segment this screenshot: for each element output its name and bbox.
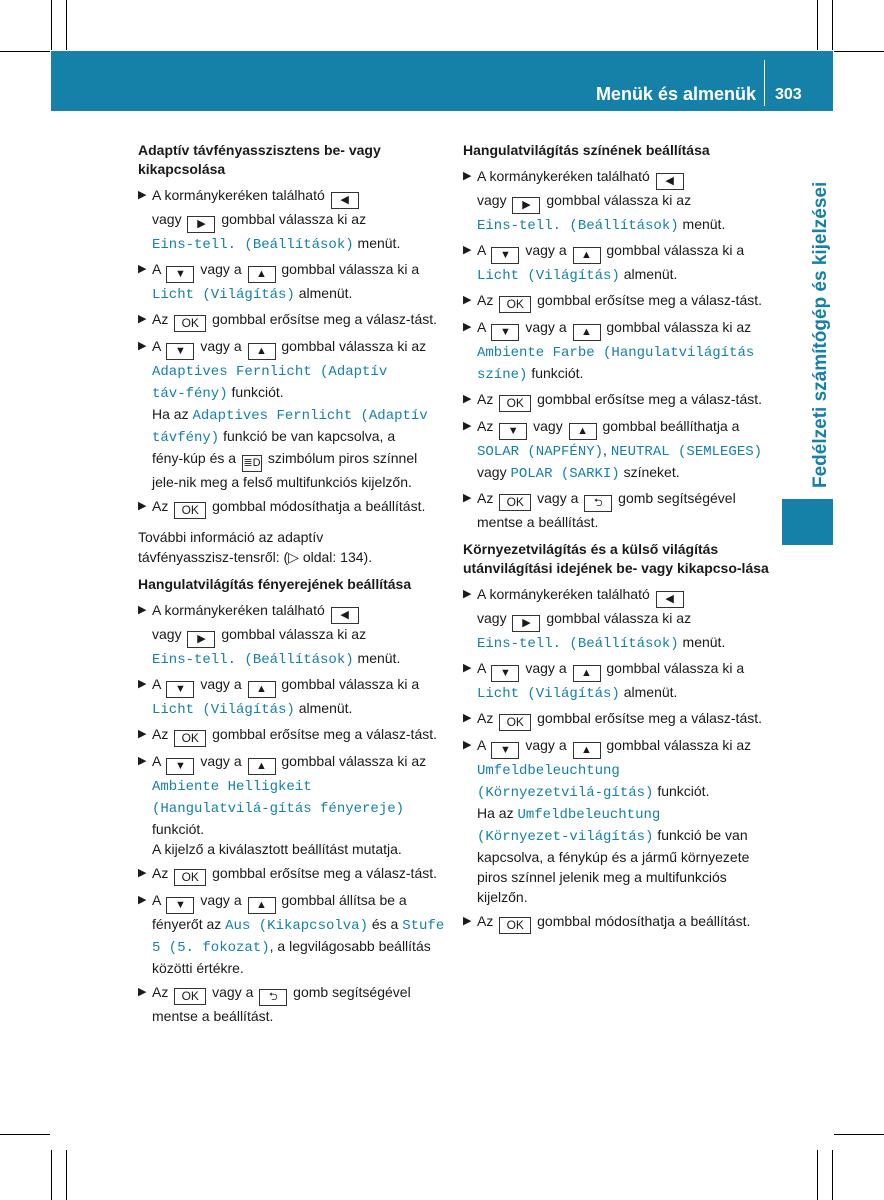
bullet-icon: ▶ — [138, 189, 147, 201]
down-arrow-key-icon: ▼ — [166, 897, 194, 914]
right-arrow-key-icon: ▶ — [187, 216, 215, 233]
up-arrow-key-icon: ▲ — [573, 247, 601, 264]
ok-key-icon: OK — [499, 917, 531, 934]
value-name: Aus (Kikapcsolva) — [225, 918, 368, 934]
value-name: POLAR (SARKI) — [510, 466, 620, 482]
page-title: Menük és almenük — [595, 84, 756, 104]
down-arrow-key-icon: ▼ — [491, 247, 519, 264]
menu-name: Eins‑tell. (Beállítások) — [477, 218, 679, 234]
high-beam-icon: ≣D — [242, 455, 262, 472]
function-name: Adaptives Fernlicht (Adaptív táv‑fény) — [152, 364, 388, 402]
up-arrow-key-icon: ▲ — [573, 665, 601, 682]
list-item: ▶ Az OK gombbal erősítse meg a válasz‑tást. — [463, 710, 763, 729]
header-separator — [764, 60, 765, 106]
list-item: ▶ A ▼ vagy a ▲ gombbal válassza ki az Ambiente Farbe (Hangulatvilágítás színe) funkciót. — [463, 319, 755, 383]
bullet-icon: ▶ — [463, 588, 472, 600]
up-arrow-key-icon: ▲ — [248, 681, 276, 698]
ok-key-icon: OK — [174, 988, 206, 1005]
crop-mark — [834, 1134, 884, 1135]
list-item: ▶ Az OK gombbal erősítse meg a válasz‑tást. — [138, 311, 438, 330]
ok-key-icon: OK — [499, 494, 531, 511]
ok-key-icon: OK — [174, 730, 206, 747]
menu-name: Licht (Világítás) — [477, 268, 620, 284]
left-arrow-key-icon: ◀ — [331, 192, 359, 209]
down-arrow-key-icon: ▼ — [166, 266, 194, 283]
bullet-icon: ▶ — [463, 739, 472, 751]
list-item: ▶ A ▼ vagy a ▲ gombbal válassza ki a Licht (Világítás) almenüt. — [138, 261, 420, 303]
crop-mark — [66, 0, 67, 50]
crop-mark — [51, 1150, 52, 1200]
crop-mark — [817, 1150, 818, 1200]
function-name: Ambiente Farbe (Hangulatvilágítás színe) — [477, 345, 755, 383]
list-item: ▶ A ▼ vagy a ▲ gombbal válassza ki a Licht (Világítás) almenüt. — [138, 676, 420, 718]
up-arrow-key-icon: ▲ — [573, 324, 601, 341]
section-title: Hangulatvilágítás fényerejének beállítása — [138, 576, 412, 592]
right-column — [463, 141, 773, 938]
bullet-icon: ▶ — [138, 894, 147, 906]
bullet-icon: ▶ — [138, 986, 147, 998]
list-item: ▶ A kormánykeréken található ◀ vagy ▶ gombbal válassza ki az Eins‑tell. (Beállítások) menüt. — [463, 586, 726, 652]
function-name: Umfeldbeleuchtung (Környezetvilá‑gítás) — [477, 763, 654, 801]
list-item: ▶ Az OK gombbal módosíthatja a beállítást. — [463, 913, 751, 932]
bullet-icon: ▶ — [138, 604, 147, 616]
bullet-icon: ▶ — [138, 340, 147, 352]
menu-name: Licht (Világítás) — [152, 287, 295, 303]
crop-mark — [817, 0, 818, 50]
bullet-icon: ▶ — [463, 915, 472, 927]
side-tab-marker — [782, 499, 833, 545]
menu-name: Eins‑tell. (Beállítások) — [152, 652, 354, 668]
list-item: ▶ A kormánykeréken található ◀ vagy ▶ gombbal válassza ki az Eins‑tell. (Beállítások) menüt. — [138, 602, 401, 668]
crop-mark — [832, 1150, 833, 1200]
back-key-icon: ⮌ — [584, 495, 612, 512]
back-key-icon: ⮌ — [259, 989, 287, 1006]
function-name: Adaptives Fernlicht (Adaptív távfény) — [152, 408, 428, 446]
up-arrow-key-icon: ▲ — [569, 423, 597, 440]
list-item: ▶ A ▼ vagy a ▲ gombbal válassza ki a Licht (Világítás) almenüt. — [463, 660, 745, 702]
side-tab-label-wrapper — [782, 142, 831, 492]
list-item: ▶ A ▼ vagy a ▲ gombbal válassza ki az Adaptives Fernlicht (Adaptív táv‑fény) funkciót. Ha az Adaptives Fernlicht (Adaptív távfény) funkció be van kapcsolva, a fény‑kúp és a ≣D szimbólum piros színnel jele‑nik meg a felső multifunkciós kijelzőn. — [138, 338, 428, 490]
bullet-icon: ▶ — [463, 244, 472, 256]
crop-mark — [832, 0, 833, 50]
up-arrow-key-icon: ▲ — [248, 343, 276, 360]
section-title: Adaptív távfényasszisztens be- vagy kikapcsolása — [138, 142, 381, 177]
left-arrow-key-icon: ◀ — [656, 173, 684, 190]
list-item: ▶ Az OK gombbal erősítse meg a válasz‑tást. — [138, 726, 438, 745]
list-item: ▶ Az OK gombbal erősítse meg a válasz‑tást. — [463, 391, 763, 410]
list-item: ▶ A kormánykeréken található ◀ vagy ▶ gombbal válassza ki az Eins‑tell. (Beállítások) menüt. — [463, 168, 726, 234]
ok-key-icon: OK — [499, 395, 531, 412]
down-arrow-key-icon: ▼ — [491, 742, 519, 759]
menu-name: Licht (Világítás) — [152, 702, 295, 718]
ok-key-icon: OK — [499, 296, 531, 313]
bullet-icon: ▶ — [138, 867, 147, 879]
ok-key-icon: OK — [174, 315, 206, 332]
list-item: ▶ Az OK gombbal erősítse meg a válasz‑tást. — [138, 865, 438, 884]
right-arrow-key-icon: ▶ — [187, 631, 215, 648]
bullet-icon: ▶ — [463, 420, 472, 432]
value-name: SOLAR (NAPFÉNY) — [477, 444, 604, 460]
left-column — [138, 141, 448, 1030]
bullet-icon: ▶ — [138, 755, 147, 767]
menu-name: Eins‑tell. (Beállítások) — [152, 237, 354, 253]
down-arrow-key-icon: ▼ — [499, 423, 527, 440]
down-arrow-key-icon: ▼ — [491, 324, 519, 341]
ok-key-icon: OK — [499, 714, 531, 731]
right-arrow-key-icon: ▶ — [512, 615, 540, 632]
list-item: ▶ A ▼ vagy a ▲ gombbal állítsa be a fényerőt az Aus (Kikapcsolva) és a Stufe 5 (5. fokozat), a legvilágosabb beállítás közötti értékre. — [138, 892, 445, 976]
down-arrow-key-icon: ▼ — [166, 758, 194, 775]
right-arrow-key-icon: ▶ — [512, 197, 540, 214]
crop-mark — [51, 0, 52, 50]
function-name: Umfeldbeleuchtung (Környezet‑világítás) — [477, 807, 661, 845]
reference-paragraph: További információ az adaptív távfényasszisz‑tensről: (▷ oldal: 134). — [138, 529, 373, 565]
ok-key-icon: OK — [174, 502, 206, 519]
crop-mark — [0, 51, 50, 52]
up-arrow-key-icon: ▲ — [248, 266, 276, 283]
bullet-icon: ▶ — [463, 662, 472, 674]
down-arrow-key-icon: ▼ — [166, 681, 194, 698]
list-item: ▶ Az OK gombbal erősítse meg a válasz‑tást. — [463, 292, 763, 311]
left-arrow-key-icon: ◀ — [331, 607, 359, 624]
bullet-icon: ▶ — [463, 170, 472, 182]
section-title: Környezetvilágítás és a külső világítás utánvilágítási idejének be- vagy kikapcso‑lása — [463, 541, 769, 576]
up-arrow-key-icon: ▲ — [248, 897, 276, 914]
bullet-icon: ▶ — [138, 313, 147, 325]
bullet-icon: ▶ — [138, 678, 147, 690]
bullet-icon: ▶ — [138, 263, 147, 275]
crop-mark — [834, 51, 884, 52]
list-item: ▶ A kormánykeréken található ◀ vagy ▶ gombbal válassza ki az Eins‑tell. (Beállítások) menüt. — [138, 187, 401, 253]
list-item: ▶ Az OK vagy a ⮌ gomb segítségével mentse a beállítást. — [138, 984, 411, 1024]
list-item: ▶ A ▼ vagy a ▲ gombbal válassza ki az Umfeldbeleuchtung (Környezetvilá‑gítás) funkciót. Ha az Umfeldbeleuchtung (Környezet‑világítás) funkció be van kapcsolva, a fénykúp és a jármű környezete piros színnel jelenik meg a multifunkciós kijelzőn. — [463, 737, 752, 905]
up-arrow-key-icon: ▲ — [573, 742, 601, 759]
menu-name: Eins‑tell. (Beállítások) — [477, 636, 679, 652]
list-item: ▶ Az OK gombbal módosíthatja a beállítást. — [138, 498, 426, 517]
up-arrow-key-icon: ▲ — [248, 758, 276, 775]
bullet-icon: ▶ — [463, 321, 472, 333]
section-title: Hangulatvilágítás színének beállítása — [463, 142, 710, 158]
down-arrow-key-icon: ▼ — [491, 665, 519, 682]
bullet-icon: ▶ — [463, 492, 472, 504]
menu-name: Licht (Világítás) — [477, 686, 620, 702]
value-name: Stufe 5 (5. fokozat) — [152, 918, 445, 956]
ok-key-icon: OK — [174, 869, 206, 886]
left-arrow-key-icon: ◀ — [656, 591, 684, 608]
list-item: ▶ A ▼ vagy a ▲ gombbal válassza ki a Licht (Világítás) almenüt. — [463, 242, 745, 284]
list-item: ▶ Az ▼ vagy ▲ gombbal beállíthatja a SOLAR (NAPFÉNY), NEUTRAL (SEMLEGES) vagy POLAR (SARKI) színeket. — [463, 418, 763, 482]
crop-mark — [0, 1134, 50, 1135]
page-number: 303 — [775, 86, 802, 103]
function-name: Ambiente Helligkeit (Hangulatvilá‑gítás fényereje) — [152, 779, 405, 817]
bullet-icon: ▶ — [463, 294, 472, 306]
bullet-icon: ▶ — [138, 728, 147, 740]
list-item: ▶ A ▼ vagy a ▲ gombbal válassza ki az Ambiente Helligkeit (Hangulatvilá‑gítás fényereje) funkciót. A kijelző a kiválasztott beállítást mutatja. — [138, 753, 427, 857]
list-item: ▶ Az OK vagy a ⮌ gomb segítségével mentse a beállítást. — [463, 490, 736, 530]
down-arrow-key-icon: ▼ — [166, 343, 194, 360]
bullet-icon: ▶ — [463, 712, 472, 724]
bullet-icon: ▶ — [138, 500, 147, 512]
value-name: NEUTRAL (SEMLEGES) — [610, 444, 763, 460]
bullet-icon: ▶ — [463, 393, 472, 405]
side-tab-label: Fedélzeti számítógép és kijelzései — [810, 181, 831, 488]
crop-mark — [66, 1150, 67, 1200]
